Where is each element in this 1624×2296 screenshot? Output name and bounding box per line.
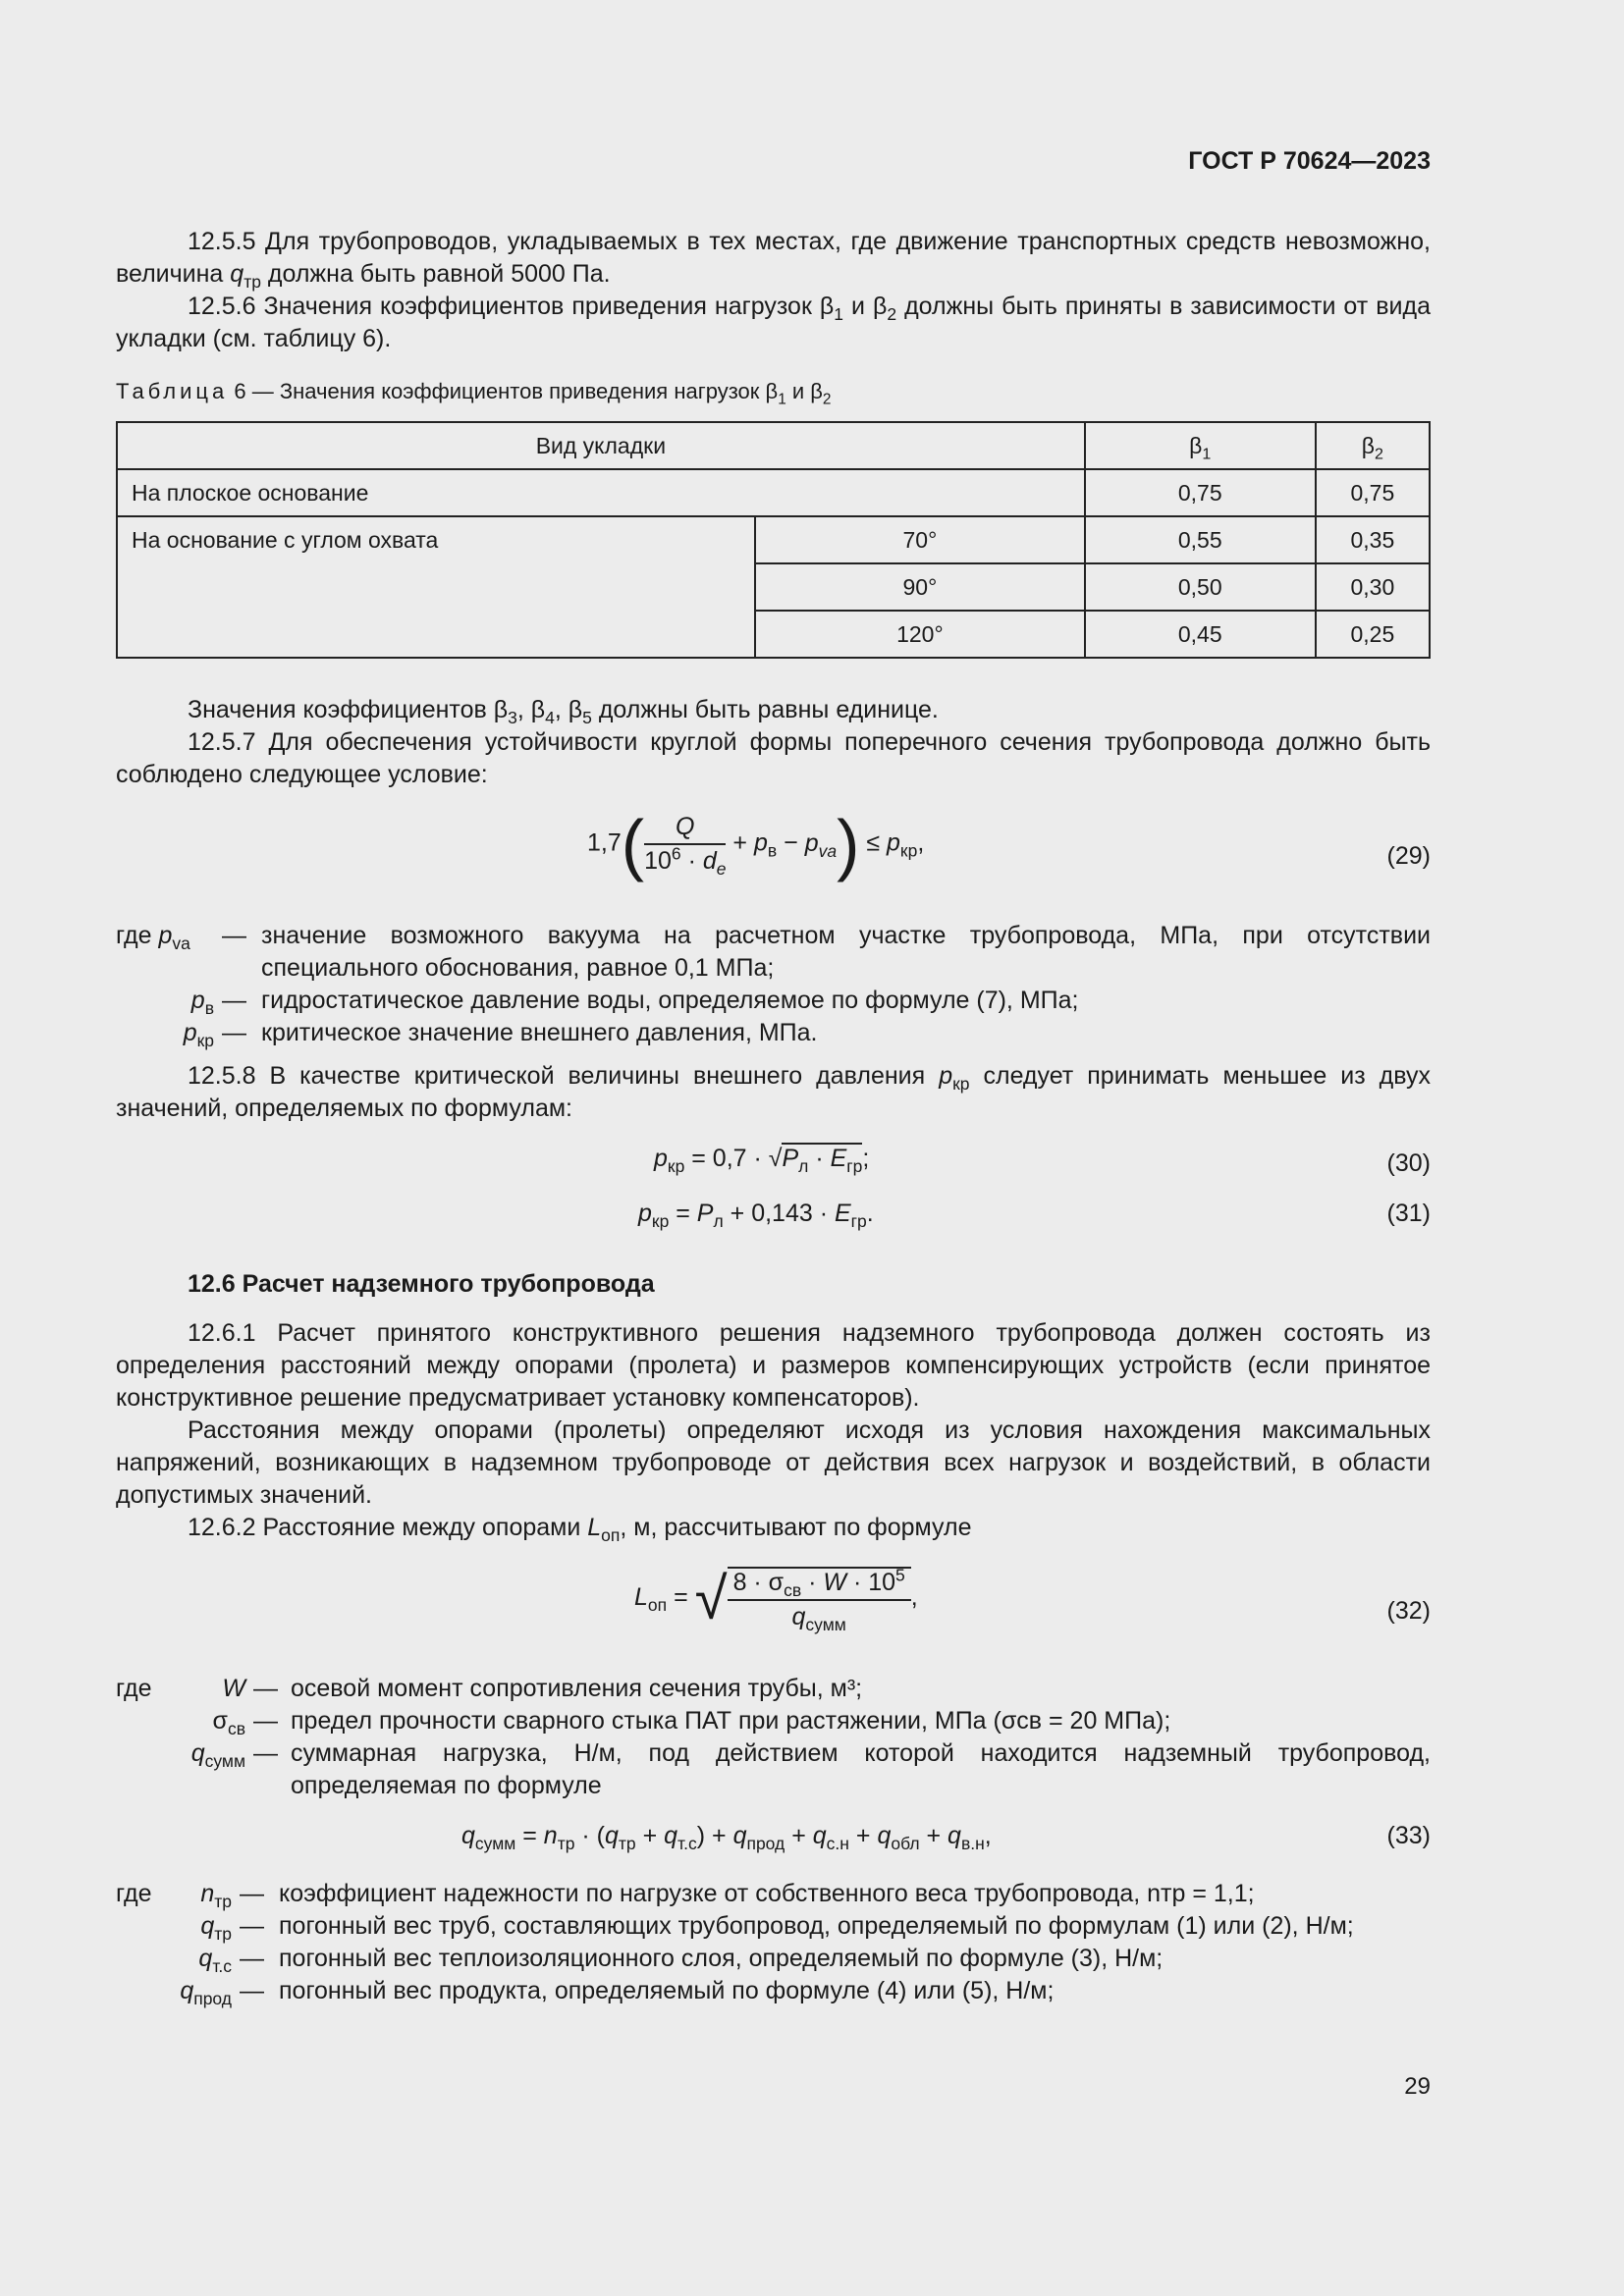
definition-item: где W — осевой момент сопротивления сечения трубы, м³; [116, 1675, 863, 1702]
definition-item: где $p_{va}$ — значение возможного вакуума на расчетном участке трубопровода, МПа, при отсутствии специального обоснования, равное 0,1 МПа; [116, 922, 1431, 982]
paragraph-spans: Расстояния между опорами (пролеты) определяют исходя из условия нахождения максимальных напряжений, возникающих в надземном трубопроводе от действия всех нагрузок и воздействий, в области допустимых значений. [116, 1416, 1431, 1509]
formula-33: $q_{сумм} = n_{тр} \cdot (q_{тр} + q_{т.с}) + q_{прод} + q_{с.н} + q_{обл} + q_{в.н}$, [461, 1822, 992, 1853]
cell-beta1: 0,45 [1085, 611, 1316, 658]
coefficient-table [116, 421, 1431, 659]
definitions-33 [116, 1878, 1431, 2007]
equation-number-33: (33) [1386, 1822, 1431, 1849]
header-type: Вид укладки [117, 422, 1085, 469]
definition-item: где $n_{тр}$ — коэффициент надежности по нагрузке от собственного веса трубопровода, nтр = 1,1; [116, 1880, 1255, 1911]
paragraph-12-6-2: 12.6.2 Расстояние между опорами $L_{оп}$, м, рассчитывают по формуле [188, 1514, 972, 1545]
definitions-29 [116, 920, 1431, 1049]
cell-beta2: 0,30 [1316, 563, 1430, 611]
definition-item: $q_{тр}$ — погонный вес труб, составляющих трубопровод, определяемый по формулам (1) или (2), Н/м; [200, 1912, 1354, 1944]
cell-angle: 120° [755, 611, 1085, 658]
cell-type: На основание с углом охвата [117, 516, 755, 658]
definition-item: $\sigma_{св}$ — предел прочности сварного стыка ПАТ при растяжении, МПа (σсв = 20 МПа); [212, 1707, 1171, 1738]
table-row [117, 469, 1430, 516]
definition-item: $p_{кр}$ — критическое значение внешнего давления, МПа. [183, 1019, 818, 1050]
cell-beta2: 0,75 [1316, 469, 1430, 516]
cell-beta1: 0,75 [1085, 469, 1316, 516]
equation-number-30: (30) [1386, 1149, 1431, 1177]
cell-type: На плоское основание [117, 469, 1085, 516]
formula-30: $p_{кр} = 0,7 \cdot √P_л \cdot E_{гр}$; [654, 1145, 870, 1176]
paragraph-12-5-8: 12.5.8 В качестве критической величины внешнего давления $p_{кр}$ следует принимать меньшее из двух значений, определяемых по формулам: [116, 1062, 1431, 1122]
paragraph-12-6-1: 12.6.1 Расчет принятого конструктивного решения надземного трубопровода должен состоять из определения расстояний между опорами (пролета) и размеров компенсирующих устройств (если принятое конструктивное решение предусматривает установку компенсаторов). [116, 1319, 1431, 1412]
paragraph-12-5-5: 12.5.5 Для трубопроводов, укладываемых в тех местах, где движение транспортных средств невозможно, величина $q_{тр}$ должна быть равной 5000 Па. [116, 228, 1431, 292]
page-number: 29 [1404, 2073, 1431, 2100]
equation-number-32: (32) [1386, 1597, 1431, 1625]
cell-beta2: 0,35 [1316, 516, 1430, 563]
table-header-row [117, 422, 1430, 469]
cell-angle: 70° [755, 516, 1085, 563]
paragraph-beta-unity: Значения коэффициентов $\beta_3$, $\beta_4$, $\beta_5$ должны быть равны единице. [188, 696, 939, 727]
definition-item: $p_в$ — гидростатическое давление воды, определяемое по формуле (7), МПа; [190, 987, 1079, 1018]
formula-31: $p_{кр} = P_л + 0,143 \cdot E_{гр}$. [638, 1200, 874, 1231]
formula-32: $L_{оп}$ = √ $\frac{8 \cdot \sigma_{св} \cdot W \cdot 10^5}{q_{сумм}}$ , [634, 1565, 918, 1634]
standard-number: ГОСТ Р 70624—2023 [1188, 147, 1431, 175]
cell-beta1: 0,50 [1085, 563, 1316, 611]
formula-29: 1,7( $\frac{Q}{10^6 \cdot d_e}$ + $p_в - p_{va}) \le p_{кр}$, [587, 806, 925, 882]
definitions-32 [116, 1673, 1431, 1802]
paragraph-12-5-7: 12.5.7 Для обеспечения устойчивости круглой формы поперечного сечения трубопровода должно быть соблюдено следующее условие: [116, 728, 1431, 788]
cell-beta1: 0,55 [1085, 516, 1316, 563]
table-row [117, 516, 1430, 563]
paragraph-12-5-6: 12.5.6 Значения коэффициентов приведения нагрузок $\beta_1$ и $\beta_2$ должны быть приняты в зависимости от вида укладки (см. таблицу 6). [116, 293, 1431, 352]
cell-beta2: 0,25 [1316, 611, 1430, 658]
table-caption: Таблица 6 — Значения коэффициентов приведения нагрузок $\beta_1$ и $\beta_2$ [116, 379, 832, 408]
definition-item: $q_{сумм}$ — суммарная нагрузка, Н/м, под действием которой находится надземный трубопровод, определяемая по формуле [190, 1739, 1431, 1799]
section-heading: 12.6 Расчет надземного трубопровода [188, 1270, 655, 1298]
definition-item: $q_{т.с}$ — погонный вес теплоизоляционного слоя, определяемый по формуле (3), Н/м; [198, 1945, 1164, 1976]
equation-number-29: (29) [1386, 842, 1431, 870]
cell-angle: 90° [755, 563, 1085, 611]
equation-number-31: (31) [1386, 1200, 1431, 1227]
header-beta2: $\beta_2$ [1316, 422, 1430, 469]
header-beta1: $\beta_1$ [1085, 422, 1316, 469]
definition-item: $q_{прод}$ — погонный вес продукта, определяемый по формуле (4) или (5), Н/м; [180, 1977, 1055, 2008]
